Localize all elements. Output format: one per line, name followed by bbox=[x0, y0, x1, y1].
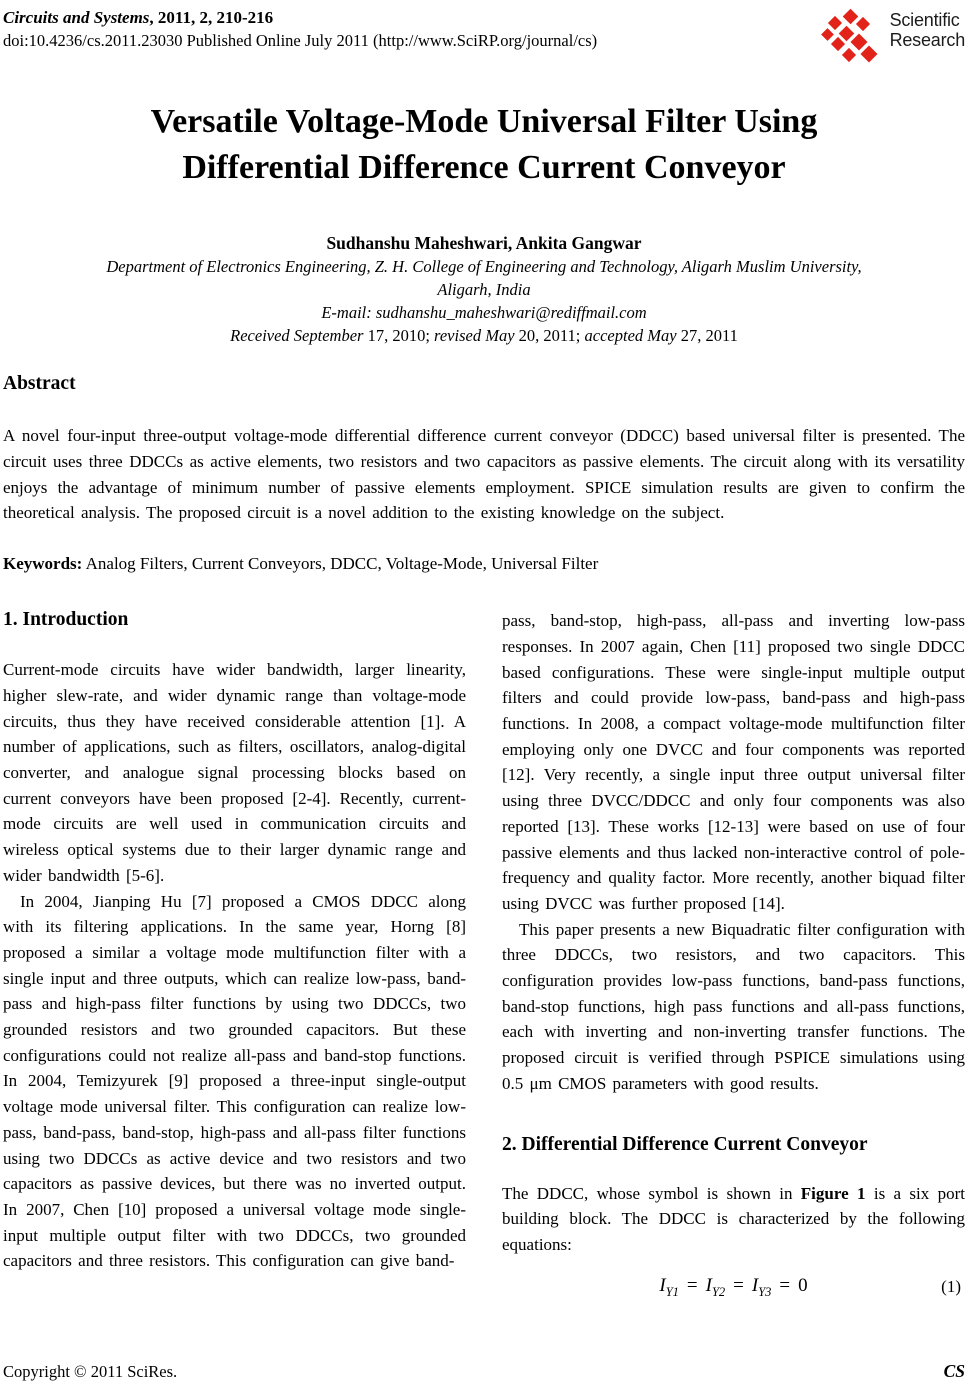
received-dates-line: Received September 17, 2010; revised May 20, 2011; accepted May 27, 2011 bbox=[230, 326, 738, 345]
keywords-line bbox=[3, 552, 965, 575]
intro-paragraph-3: pass, band-stop, high-pass, all-pass and inverting low-pass responses. In 2007 again, Chen [11] proposed two single DDCC based configurations. These were single-input multiple output filters and could provide low-pass, band-pass and high-pass functions. In 2008, a compact voltage-mode multifunction filter employing only one DVCC and four components was reported [12]. Very recently, a single input three output universal filter using three DVCC/DDCC and only four components was also reported [13]. These works [12-13] were based on use of four passive elements and thus lacked non-interactive control of pole-frequency and quality factor. More recently, another biquad filter using DVCC was further proposed [14]. bbox=[502, 611, 965, 913]
paper-title bbox=[3, 99, 965, 191]
journal-issue-info: , 2011, 2, 210-216 bbox=[149, 8, 274, 27]
intro-paragraph-2: In 2004, Jianping Hu [7] proposed a CMOS DDCC along with its filtering applications. In the same year, Horng [8] proposed a similar a voltage mode multifunction filter with a single input and three outputs, which can realize low-pass, band-pass and high-pass filter functions by using two DDCCs, two grounded resistors and two grounded capacitors. But these configurations could not realize all-pass and band-stop functions. In 2004, Temizyurek [9] proposed a three-input single-output voltage mode universal filter. This configuration can realize low-pass, band-pass, band-stop, high-pass and all-pass filter functions using two DDCCs as active device and two resistors and two capacitors as passive devices, but there was no inverted output. In 2007, Chen [10] proposed a universal voltage mode single-input multiple output filter with two DDCCs, two grounded capacitors and three resistors. This configuration can give band- bbox=[3, 891, 466, 1271]
scirp-diamonds-icon bbox=[821, 9, 885, 63]
equation-number: (1) bbox=[941, 1276, 961, 1296]
affiliation-line1: Department of Electronics Engineering, Z. H. College of Engineering and Technology, Aligarh Muslim University, bbox=[106, 257, 862, 276]
revised-label: revised May bbox=[434, 326, 519, 345]
logo-text-line1: Scientific bbox=[889, 10, 960, 30]
journal-title: Circuits and Systems bbox=[3, 8, 150, 27]
keywords-label: Keywords: bbox=[3, 554, 83, 574]
paper-title-line2: Differential Difference Current Conveyor bbox=[182, 149, 786, 186]
right-column bbox=[502, 608, 965, 1336]
footer-journal-code: CS bbox=[943, 1361, 965, 1381]
equation-1 bbox=[502, 1272, 965, 1300]
doi-line: doi:10.4236/cs.2011.23030 Published Online July 2011 (http://www.SciRP.org/journal/cs) bbox=[3, 31, 598, 50]
page-header bbox=[3, 7, 965, 52]
scirp-logo bbox=[821, 9, 965, 63]
intro-paragraph-1: Current-mode circuits have wider bandwidth, larger linearity, higher slew-rate, and wider dynamic range than voltage-mode circuits, thus they have received considerable attention [1]. A number of applications, such as filters, oscillators, analog-digital converter, and analogue signal processing blocks based on current conveyors have been proposed [2-4]. Recently, current-mode circuits are well used in communication circuits and wireless optical systems due to their larger dynamic range and wider bandwidth [5-6]. bbox=[3, 660, 466, 885]
section-heading-ddcc: 2. Differential Difference Current Conveyor bbox=[502, 1133, 868, 1155]
abstract-heading: Abstract bbox=[3, 373, 76, 394]
logo-text-line2: Research bbox=[889, 29, 965, 50]
two-column-body bbox=[3, 608, 965, 1336]
affiliation-line2: Aligarh, India bbox=[437, 280, 531, 299]
authors: Sudhanshu Maheshwari, Ankita Gangwar bbox=[326, 233, 642, 253]
email-line: E-mail: sudhanshu_maheshwari@rediffmail.com bbox=[321, 303, 647, 322]
keywords-text: Analog Filters, Current Conveyors, DDCC, Voltage-Mode, Universal Filter bbox=[82, 554, 599, 574]
equation-body: $I_{Y1} = I_{Y2} = I_{Y3} = 0$ bbox=[659, 1274, 808, 1299]
section-heading-introduction: 1. Introduction bbox=[3, 609, 129, 631]
logo-text bbox=[890, 11, 965, 50]
paper-title-line1: Versatile Voltage-Mode Universal Filter Using bbox=[150, 103, 818, 140]
page-footer bbox=[3, 1361, 965, 1382]
figure-1-reference: Figure 1 bbox=[800, 1183, 866, 1203]
received-label: Received September bbox=[230, 326, 368, 345]
ddcc-paragraph: The DDCC, whose symbol is shown in Figure 1 is a six port building block. The DDCC is characterized by the following equations: bbox=[502, 1183, 965, 1254]
abstract-text: A novel four-input three-output voltage-mode differential difference current conveyor (DDCC) based universal filter is presented. The circuit uses three DDCCs as active elements, two resistors and two capacitors as passive elements. The circuit along with its versatility enjoys the advantage of minimum number of passive elements employment. SPICE simulation results are given to confirm the theoretical analysis. The proposed circuit is a novel addition to the existing knowledge on the subject. bbox=[3, 426, 965, 523]
left-column bbox=[3, 608, 466, 1336]
intro-paragraph-4: This paper presents a new Biquadratic filter configuration with three DDCCs, two resistors, and two capacitors. This configuration provides low-pass functions, band-pass functions, band-stop functions, high pass functions and all-pass functions, each with inverting and non-inverting transfer functions. The proposed circuit is verified through PSPICE simulations using 0.5 μm CMOS parameters with good results. bbox=[502, 919, 965, 1093]
footer-copyright: Copyright © 2011 SciRes. bbox=[3, 1362, 178, 1381]
accepted-label: accepted May bbox=[584, 326, 681, 345]
